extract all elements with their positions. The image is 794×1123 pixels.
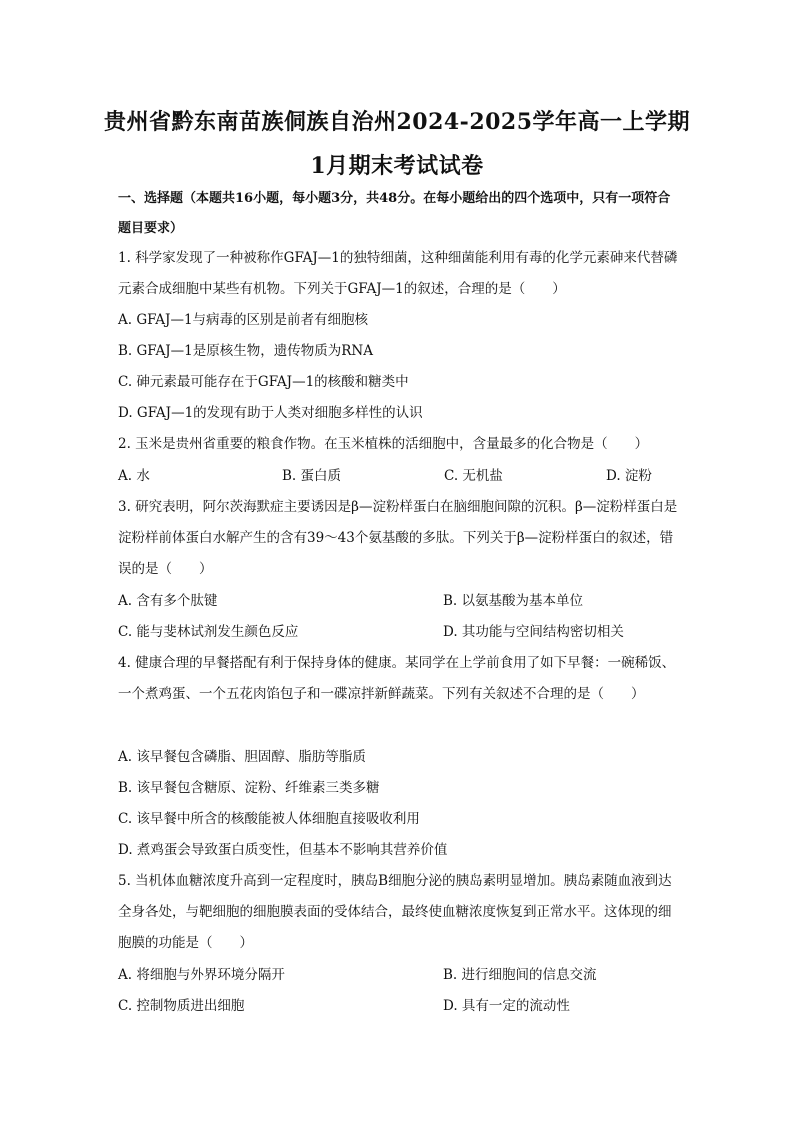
question-5-option-b[interactable]: B. 进行细胞间的信息交流 [443,967,597,983]
question-4-option-a[interactable]: A. 该早餐包含磷脂、胆固醇、脂肪等脂质 [118,749,366,765]
question-5-option-d[interactable]: D. 具有一定的流动性 [443,998,570,1014]
question-4-stem: 4. 健康合理的早餐搭配有利于保持身体的健康。某同学在上学前食用了如下早餐：一碗稀饭、一个煮鸡蛋、一个五花肉馅包子和一碟凉拌新鲜蔬菜。下列有关叙述不合理的是（ ） [118,655,676,702]
question-3-option-d[interactable]: D. 其功能与空间结构密切相关 [443,624,624,640]
question-5-option-a[interactable]: A. 将细胞与外界环境分隔开 [118,967,285,983]
question-4-option-b[interactable]: B. 该早餐包含糖原、淀粉、纤维素三类多糖 [118,780,380,796]
question-2-option-b[interactable]: B. 蛋白质 [282,468,342,484]
page-title: 贵州省黔东南苗族侗族自治州2024-2025学年高一上学期1月期末考试试卷 [103,109,691,179]
question-2-option-a[interactable]: A. 水 [118,468,150,484]
question-4-option-d[interactable]: D. 煮鸡蛋会导致蛋白质变性，但基本不影响其营养价值 [118,842,448,858]
question-1-option-b[interactable]: B. GFAJ—1是原核生物，遗传物质为RNA [118,343,373,359]
question-1-option-d[interactable]: D. GFAJ—1的发现有助于人类对细胞多样性的认识 [118,405,423,421]
question-5-stem: 5. 当机体血糖浓度升高到一定程度时，胰岛B细胞分泌的胰岛素明显增加。胰岛素随血液到达全身各处，与靶细胞的细胞膜表面的受体结合，最终使血糖浓度恢复到正常水平。这体现的细胞膜的功能是（ ） [118,873,672,951]
question-3-option-c[interactable]: C. 能与斐林试剂发生颜色反应 [118,624,299,640]
question-3-stem: 3. 研究表明，阿尔茨海默症主要诱因是β—淀粉样蛋白在脑细胞间隙的沉积。β—淀粉样蛋白是淀粉样前体蛋白水解产生的含有39～43个氨基酸的多肽。下列关于β—淀粉样蛋白的叙述，错误的是（ ） [118,499,678,577]
question-1-stem: 1. 科学家发现了一种被称作GFAJ—1的独特细菌，这种细菌能利用有毒的化学元素砷来代替磷元素合成细胞中某些有机物。下列关于GFAJ—1的叙述，合理的是（ ） [118,250,678,297]
question-1-option-c[interactable]: C. 砷元素最可能存在于GFAJ—1的核酸和糖类中 [118,374,409,390]
question-4-option-c[interactable]: C. 该早餐中所含的核酸能被人体细胞直接吸收利用 [118,811,420,827]
question-3-option-a[interactable]: A. 含有多个肽键 [118,593,218,609]
question-5-option-c[interactable]: C. 控制物质进出细胞 [118,998,245,1014]
question-2-option-d[interactable]: D. 淀粉 [606,468,652,484]
question-3-option-b[interactable]: B. 以氨基酸为基本单位 [443,593,584,609]
section-heading: 一、选择题（本题共16小题，每小题3分，共48分。在每小题给出的四个选项中，只有一项符合题目要求） [118,191,671,236]
question-1-option-a[interactable]: A. GFAJ—1与病毒的区别是前者有细胞核 [118,312,369,328]
question-2-stem: 2. 玉米是贵州省重要的粮食作物。在玉米植株的活细胞中，含量最多的化合物是（ ） [118,436,649,452]
question-2-option-c[interactable]: C. 无机盐 [444,468,503,484]
